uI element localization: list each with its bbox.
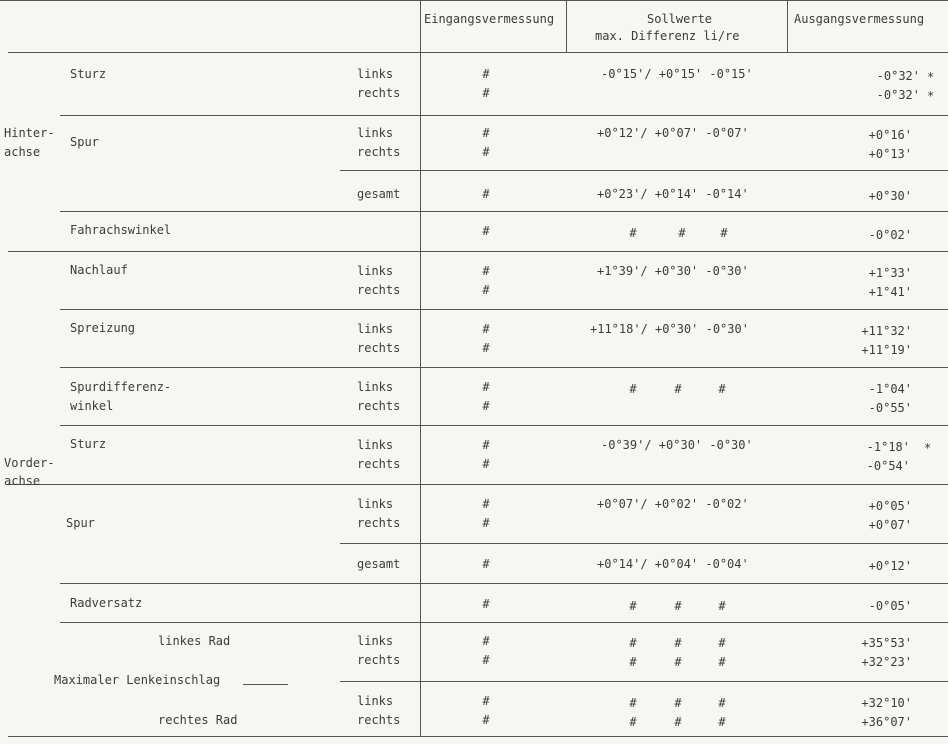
input-mark: # (482, 187, 490, 201)
top-rule (0, 0, 948, 1)
axle-rule (8, 251, 948, 252)
target-mark: # (674, 715, 682, 729)
input-mark: # (482, 713, 490, 727)
output-value: -0°05' (868, 599, 912, 613)
row-label-2: winkel (70, 399, 114, 413)
row-label: Fahrachswinkel (70, 223, 172, 237)
input-mark: # (482, 516, 490, 530)
rule-front-total (340, 543, 948, 544)
side-right: rechts (357, 653, 401, 667)
rule-kpi (60, 309, 948, 310)
row-label: Spur (66, 516, 95, 530)
output-right: +11°19' (861, 343, 912, 357)
side-right: rechts (357, 399, 401, 413)
rule-rear-toe (60, 115, 948, 116)
header-output: Ausgangsvermessung (794, 12, 925, 26)
side-left: links (357, 126, 394, 140)
input-mark: # (482, 457, 490, 471)
target-mark: # (718, 636, 726, 650)
side-left: links (357, 438, 394, 452)
output-value: -0°02' (868, 228, 912, 242)
input-mark: # (482, 597, 490, 611)
target-mark: # (674, 599, 682, 613)
left-wheel-label: linkes Rad (158, 634, 231, 648)
target-mark: # (718, 655, 726, 669)
target-mark: # (629, 715, 637, 729)
input-mark: # (482, 67, 490, 81)
input-mark: # (482, 86, 490, 100)
output-right: +0°07' (868, 518, 912, 532)
input-mark: # (482, 224, 490, 238)
input-mark: # (482, 634, 490, 648)
output-right: +0°13' (868, 147, 912, 161)
target-value: +0°07'/ +0°02' -0°02' (597, 497, 749, 511)
target-mark: # (674, 696, 682, 710)
output-left: +32°10' (861, 696, 912, 710)
header-target-1: Sollwerte (647, 12, 713, 26)
input-mark: # (482, 322, 490, 336)
side-left: links (357, 264, 394, 278)
input-mark: # (482, 653, 490, 667)
row-label: Spreizung (70, 321, 136, 335)
side-right: rechts (357, 713, 401, 727)
row-label: Sturz (70, 67, 107, 81)
input-mark: # (482, 380, 490, 394)
side-total: gesamt (357, 187, 401, 201)
axle-rear-1: Hinter- (4, 126, 55, 140)
row-label: Spur (70, 135, 99, 149)
target-mark: # (629, 636, 637, 650)
side-total: gesamt (357, 557, 401, 571)
side-left: links (357, 322, 394, 336)
output-left: +1°33' (868, 266, 912, 280)
target-value: +0°12'/ +0°07' -0°07' (597, 126, 749, 140)
target-value: -0°15'/ +0°15' -0°15' (601, 67, 753, 81)
side-left: links (357, 694, 394, 708)
target-mark: # (718, 715, 726, 729)
target-mark: # (674, 655, 682, 669)
col-divider-2 (566, 0, 567, 52)
input-mark: # (482, 283, 490, 297)
right-wheel-label: rechtes Rad (158, 713, 238, 727)
target-mark: # (678, 226, 686, 240)
flag-star: * (927, 70, 935, 84)
side-right: rechts (357, 516, 401, 530)
row-label-1: Spurdifferenz- (70, 380, 172, 394)
target-mark: # (629, 226, 637, 240)
side-right: rechts (357, 86, 401, 100)
input-mark: # (482, 264, 490, 278)
input-mark: # (482, 399, 490, 413)
side-right: rechts (357, 283, 401, 297)
output-left: +35°53' (861, 636, 912, 650)
side-right: rechts (357, 457, 401, 471)
rule-toe-diff (60, 367, 948, 368)
max-steer-label: Maximaler Lenkeinschlag (54, 673, 221, 687)
header-input: Eingangsvermessung (424, 12, 555, 26)
output-total: +0°30' (868, 189, 912, 203)
target-mark: # (674, 636, 682, 650)
output-right: -0°55' (868, 401, 912, 415)
output-total: +0°12' (868, 559, 912, 573)
target-mark: # (629, 696, 637, 710)
input-mark: # (482, 497, 490, 511)
input-mark: # (482, 145, 490, 159)
output-left: +0°05' (868, 499, 912, 513)
rule-max-steer (60, 622, 948, 623)
flag-star: * (927, 89, 935, 103)
axle-rear-2: achse (4, 145, 41, 159)
rule-front-toe (8, 484, 948, 485)
rule-front-camber (60, 425, 948, 426)
col-divider-3 (787, 0, 788, 52)
axle-front-2: achse (4, 474, 41, 488)
input-mark: # (482, 126, 490, 140)
target-mark: # (629, 599, 637, 613)
rule-setback (60, 583, 948, 584)
side-left: links (357, 497, 394, 511)
axle-front-1: Vorder- (4, 456, 55, 470)
output-left: +0°16' (868, 128, 912, 142)
rule-rear-total (340, 170, 948, 171)
input-mark: # (482, 438, 490, 452)
output-left: -1°04' (868, 382, 912, 396)
target-mark: # (629, 655, 637, 669)
rule-thrust (60, 211, 948, 212)
target-mark: # (718, 696, 726, 710)
rule-right-wheel (340, 681, 948, 682)
row-label: Sturz (70, 437, 107, 451)
side-left: links (357, 634, 394, 648)
bottom-rule (8, 736, 948, 737)
input-mark: # (482, 694, 490, 708)
input-mark: # (482, 557, 490, 571)
output-right: +36°07' (861, 715, 912, 729)
flag-star: * (924, 441, 932, 455)
target-mark: # (718, 599, 726, 613)
row-label: Nachlauf (70, 263, 128, 277)
output-right: -0°32' (876, 88, 920, 102)
output-left: -1°18' (866, 440, 910, 454)
row-label: Radversatz (70, 596, 143, 610)
target-mark: # (674, 382, 682, 396)
side-right: rechts (357, 341, 401, 355)
target-value: +0°23'/ +0°14' -0°14' (597, 187, 749, 201)
target-mark: # (720, 226, 728, 240)
output-left: +11°32' (861, 324, 912, 338)
output-right: -0°54' (866, 459, 910, 473)
output-left: -0°32' (876, 69, 920, 83)
output-right: +1°41' (868, 285, 912, 299)
target-mark: # (629, 382, 637, 396)
side-left: links (357, 380, 394, 394)
input-mark: # (482, 341, 490, 355)
header-rule (8, 52, 948, 53)
target-value: +0°14'/ +0°04' -0°04' (597, 557, 749, 571)
target-value: -0°39'/ +0°30' -0°30' (601, 438, 753, 452)
target-value: +1°39'/ +0°30' -0°30' (597, 264, 749, 278)
rule-max-steer-label (243, 684, 288, 685)
target-value: +11°18'/ +0°30' -0°30' (590, 322, 749, 336)
col-divider-1 (420, 0, 421, 736)
output-right: +32°23' (861, 655, 912, 669)
side-left: links (357, 67, 394, 81)
side-right: rechts (357, 145, 401, 159)
target-mark: # (718, 382, 726, 396)
header-target-2: max. Differenz li/re (595, 29, 740, 43)
